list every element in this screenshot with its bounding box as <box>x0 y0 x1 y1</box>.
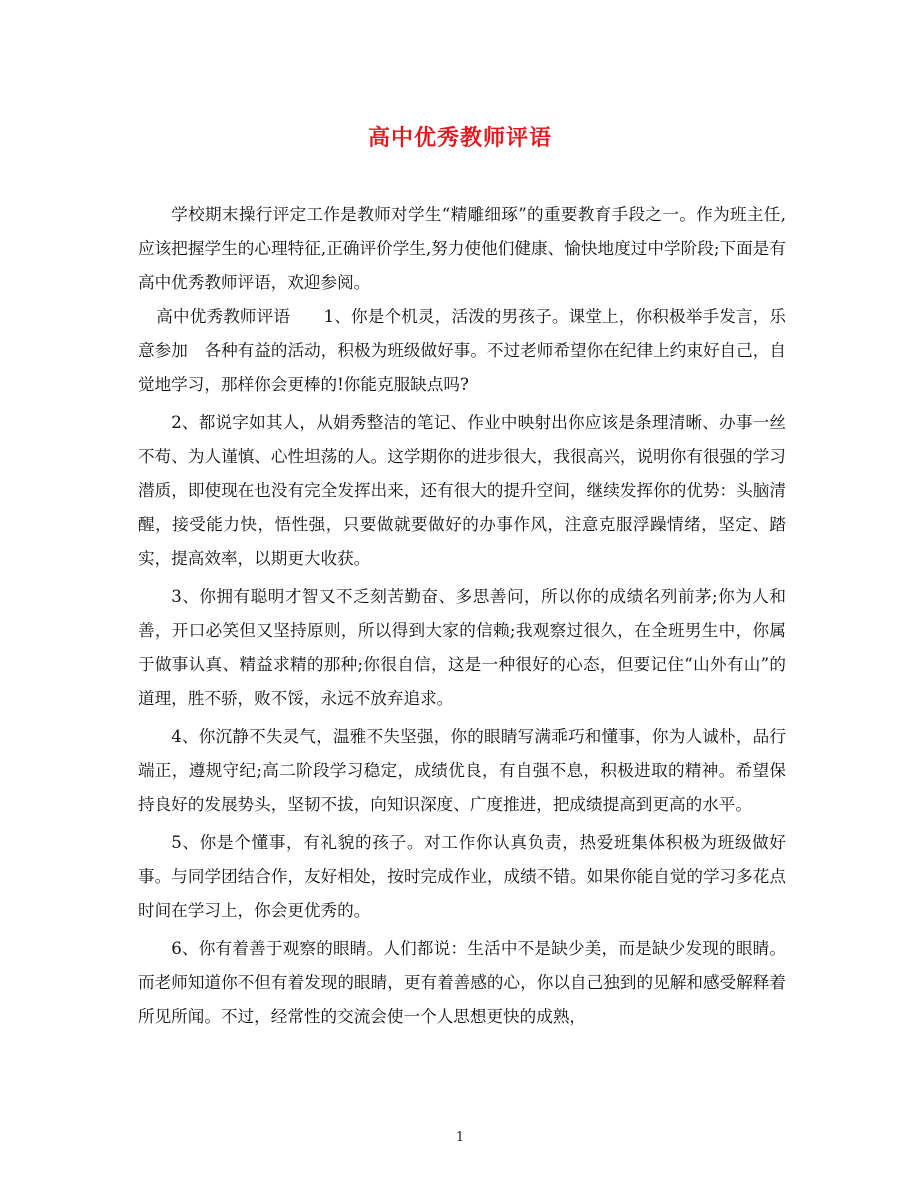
page-number: 1 <box>455 1130 465 1145</box>
document-body <box>138 198 786 1034</box>
intro-paragraph: 学校期末操行评定工作是教师对学生“精雕细琢”的重要教育手段之一。作为班主任,应该把握学生的心理特征,正确评价学生,努力使他们健康、愉快地度过中学阶段;下面是有高中优秀教师评语，欢迎参阅。 <box>138 205 786 292</box>
document-title: 高中优秀教师评语 <box>367 125 552 151</box>
paragraph-6: 6、你有着善于观察的眼睛。人们都说：生活中不是缺少美，而是缺少发现的眼睛。而老师知道你不但有着发现的眼睛，更有着善感的心，你以自己独到的见解和感受解释着所见所闻。不过，经常性的交流会使一个人思想更快的成熟， <box>138 939 786 1026</box>
paragraph-4: 4、你沉静不失灵气，温雅不失坚强，你的眼睛写满乖巧和懂事，你为人诚朴，品行端正，遵规守纪;高二阶段学习稳定，成绩优良，有自强不息，积极进取的精神。希望保持良好的发展势头，坚韧不拔，向知识深度、广度推进，把成绩提高到更高的水平。 <box>138 727 786 814</box>
paragraph-2: 2、都说字如其人，从娟秀整洁的笔记、作业中映射出你应该是条理清晰、办事一丝不苟、为人谨慎、心性坦荡的人。这学期你的进步很大，我很高兴，说明你有很强的学习潜质，即使现在也没有完全发挥出来，还有很大的提升空间，继续发挥你的优势：头脑清醒，接受能力快，悟性强，只要做就要做好的办事作风，注意克服浮躁情绪，坚定、踏实，提高效率，以期更大收获。 <box>138 413 786 568</box>
paragraph-5: 5、你是个懂事，有礼貌的孩子。对工作你认真负责，热爱班集体积极为班级做好事。与同学团结合作，友好相处，按时完成作业，成绩不错。如果你能自觉的学习多花点时间在学习上，你会更优秀的。 <box>138 833 786 920</box>
paragraph-1: 高中优秀教师评语 1、你是个机灵，活泼的男孩子。课堂上，你积极举手发言，乐意参加 各种有益的活动，积极为班级做好事。不过老师希望你在纪律上约束好自己，自觉地学习，那样你会更棒的!你能克服缺点吗? <box>138 307 786 394</box>
paragraph-3: 3、你拥有聪明才智又不乏刻苦勤奋、多思善问，所以你的成绩名列前茅;你为人和善，开口必笑但又坚持原则，所以得到大家的信赖;我观察过很久，在全班男生中，你属于做事认真、精益求精的那种;你很自信，这是一种很好的心态，但要记住“山外有山”的道理，胜不骄，败不馁，永远不放弃追求。 <box>138 587 786 708</box>
